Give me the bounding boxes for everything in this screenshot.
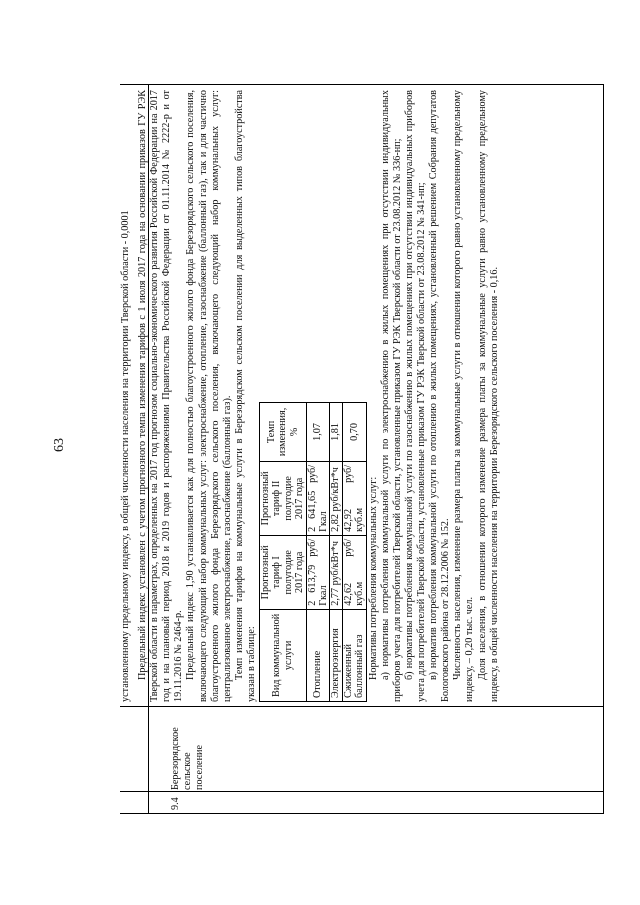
paragraph: Предельный индекс 1,90 устанавливается как для полностью благоустроенного жилого фонда Березорядского сельского поселения, включающего следующий набор коммунальных услуг: электроснабжение, отопление, газоснабжение (баллонный газ), так и для частично благоустроенного жилого фонда Березорядского сельского поселения, включающего следующий набор коммунальных услуг: централизованное электроснабжение, газоснабжение (баллонный газ).	[185, 90, 233, 702]
table-cell: 0,70	[342, 403, 366, 462]
table-cell: 42,62 руб/куб.м	[342, 535, 366, 609]
paragraph: в) норматив потребления коммунальной услуги по отоплению в жилых помещениях, установленный решением Собрания депутатов Бологовского района от 28.12.2006 № 152.	[428, 90, 452, 702]
table-header-row	[260, 403, 307, 702]
paragraph: б) нормативы потребления коммунальной услуги по газоснабжению в жилых помещениях при отсутствии индивидуальных приборов учета для потребителей Тверской области, установленные приказом ГУ РЭК Тверской области от 23.08.2012 № 341-нп;	[403, 90, 428, 702]
paragraph: Темп изменения тарифов на коммунальные услуги в Березорядском сельском поселении для выделенных типов благоустройства указан в таблице:	[233, 90, 257, 702]
table-cell: 1,07	[306, 403, 330, 462]
row-number: 9.4	[170, 797, 181, 810]
table-cell: Сжиженный баллонный газ	[342, 609, 366, 701]
table-cell: 1,81	[330, 403, 342, 462]
paragraph: Численность населения, изменение размера платы за коммунальные услуги в отношении которого равно установленному предельному индексу, – 0,20 тыс. чел.	[452, 90, 476, 702]
page-number: 63	[52, 438, 67, 452]
table-row	[306, 403, 330, 702]
table-cell: 2 641,65 руб/Гкал	[306, 461, 330, 535]
paragraph: а) нормативы потребления коммунальной услуги по электроснабжению в жилых помещениях при отсутствии индивидуальных приборов учета для потребителей Тверской области, установленные приказом ГУ РЭК Тверской области от 23.08.2012 № 336-нп;	[379, 90, 403, 702]
settlement-name: Березорядское сельское поселение	[170, 727, 206, 790]
paragraph: Доля населения, в отношении которого изменение размера платы за коммунальные услуги равно установленному предельному индексу, в общей численности населения на территории Березорядского сельского поселения - 0,16.	[476, 90, 500, 702]
row-content	[120, 90, 501, 702]
table-header-cell: Темп изменения, %	[260, 403, 307, 462]
paragraph: Нормативы потребления коммунальных услуг:	[367, 476, 379, 680]
table-header-cell: Прогнозный тариф II полугодие 2017 года	[260, 461, 307, 535]
rotated-page-content	[120, 84, 604, 814]
table-header-cell: Вид коммунальной услуги	[260, 609, 307, 701]
column-divider	[120, 791, 604, 792]
table-row	[330, 403, 342, 702]
table-cell: Электроэнергия	[330, 609, 342, 701]
table-cell: Отопление	[306, 609, 330, 701]
tariff-table	[259, 402, 367, 702]
table-cell: 2,77 руб/кВт*ч	[330, 535, 342, 609]
paragraph: Предельный индекс установлен с учетом прогнозного темпа изменения тарифов с 1 июля 2017 года на основании приказов ГУ РЭК Тверской области в параметрах, определенных на 2017 год прогнозом социально-экономического развития Российской Федерации на 2017 год и на плановый период 2018 и 2019 годов и распоряжениями Правительства Российской Федерации от 01.11.2014 № 2222-р и от 19.11.2016 № 2464-р.	[137, 90, 185, 702]
top-text: установленному предельному индексу, в общей численности населения на территории Тверской области - 0,0001	[120, 210, 131, 702]
table-header-cell: Прогнозный тариф I полугодие 2017 года	[260, 535, 307, 609]
table-cell: 2 613,79 руб/Гкал	[306, 535, 330, 609]
table-cell: 42,92 руб/куб.м	[342, 461, 366, 535]
column-divider	[120, 706, 604, 707]
table-cell: 2,82 руб/кВт*ч	[330, 461, 342, 535]
table-row	[342, 403, 366, 702]
